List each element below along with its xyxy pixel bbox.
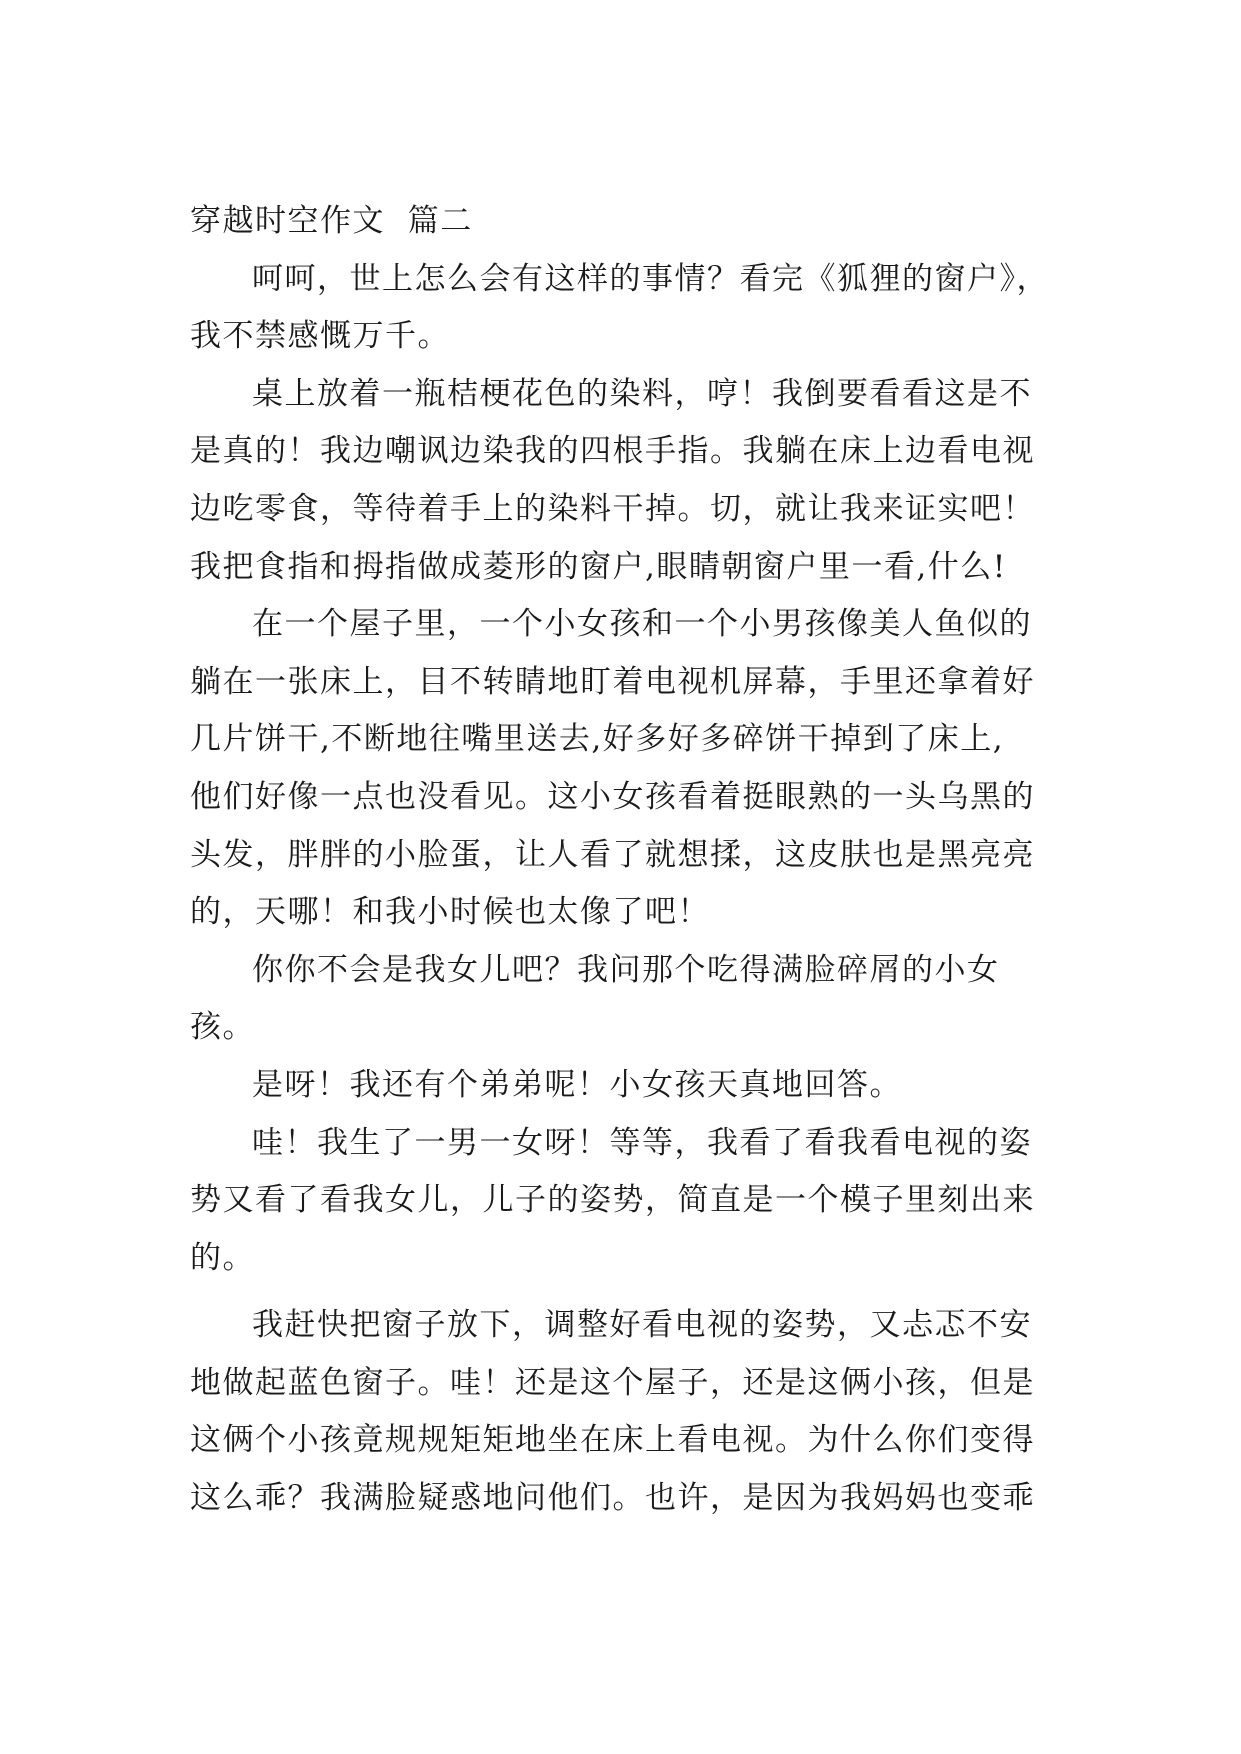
paragraph-3: 在一个屋子里，一个小女孩和一个小男孩像美人鱼似的 躺在一张床上，目不转睛地盯着电视机屏幕，手里还拿着好 几片饼干,不断地往嘴里送去,好多好多碎饼干掉到了床上, 他们好像一点也没看见。这小女孩看着挺眼熟的一头乌黑的 头发，胖胖的小脸蛋，让人看了就想揉，这皮肤也是黑亮亮 的，天哪！和我小时候也太像了吧！ <box>190 606 1035 931</box>
paragraph-7: 我赶快把窗子放下，调整好看电视的姿势，又忐忑不安 地做起蓝色窗子。哇！还是这个屋子，还是这俩小孩，但是 这俩个小孩竟规规矩矩地坐在床上看电视。为什么你们变得 这么乖？我满脸疑惑地问他们。也许，是因为我妈妈也变乖 <box>190 1307 1035 1517</box>
document-body <box>190 193 1058 1528</box>
paragraph-6: 哇！我生了一男一女呀！等等，我看了看我看电视的姿 势又看了看我女儿，儿子的姿势，简直是一个模子里刻出来 的。 <box>190 1124 1035 1276</box>
paragraph-2: 桌上放着一瓶桔梗花色的染料，哼！我倒要看看这是不 是真的！我边嘲讽边染我的四根手指。我躺在床上边看电视 边吃零食，等待着手上的染料干掉。切，就让我来证实吧！ 我把食指和拇指做成菱形的窗户,眼睛朝窗户里一看,什么! <box>190 375 1035 585</box>
paragraph-1: 呵呵，世上怎么会有这样的事情？看完《狐狸的窗户》， 我不禁感慨万千。 <box>190 260 1049 355</box>
paragraph-5: 是呀！我还有个弟弟呢！小女孩天真地回答。 <box>252 1066 902 1103</box>
paragraph-4: 你你不会是我女儿吧？我问那个吃得满脸碎屑的小女 孩。 <box>190 951 1000 1046</box>
essay-title: 穿越时空作文 篇二 <box>190 203 473 239</box>
